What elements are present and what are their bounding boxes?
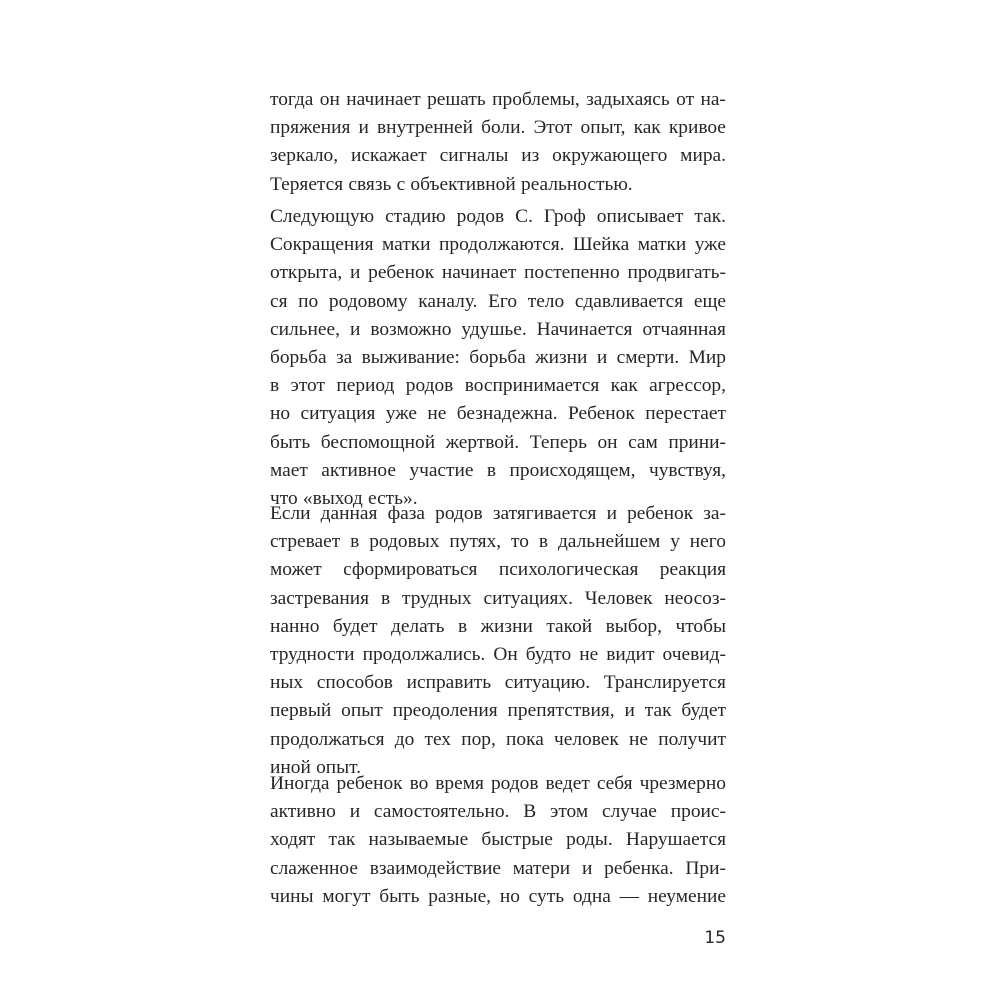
text-line: зеркало, искажает сигналы из окружающего мира. <box>270 145 726 167</box>
paragraph-4 <box>270 770 726 911</box>
text-line: Если данная фаза родов затягивается и ребенок за- <box>270 503 726 524</box>
text-line: чины могут быть разные, но суть одна — неумение <box>270 885 726 907</box>
text-line: тогда он начинает решать проблемы, задыхаясь от на- <box>270 89 726 110</box>
text-line: активно и самостоятельно. В этом случае проис- <box>270 801 726 823</box>
text-line: Сокращения матки продолжаются. Шейка матки уже <box>270 234 726 256</box>
text-line: открыта, и ребенок начинает постепенно продвигать- <box>270 262 726 284</box>
text-line: может сформироваться психологическая реакция <box>270 559 726 581</box>
text-line: ных способов исправить ситуацию. Транслируется <box>270 672 726 694</box>
text-line: застревания в трудных ситуациях. Человек неосоз- <box>270 587 726 609</box>
text-line: продолжаться до тех пор, пока человек не получит <box>270 728 726 750</box>
text-line: стревает в родовых путях, то в дальнейшем у него <box>270 531 726 553</box>
text-line: ся по родовому каналу. Его тело сдавливается еще <box>270 290 726 312</box>
text-line: иной опыт. <box>270 756 362 778</box>
paragraph-3 <box>270 500 726 782</box>
text-line: борьба за выживание: борьба жизни и смерти. Мир <box>270 346 726 368</box>
text-line: мает активное участие в происходящем, чувствуя, <box>270 459 726 481</box>
text-line: в этот период родов воспринимается как агрессор, <box>270 375 726 397</box>
text-line: но ситуация уже не безнадежна. Ребенок перестает <box>270 403 726 425</box>
page-number: 15 <box>704 928 726 948</box>
text-line: слаженное взаимодействие матери и ребенка. При- <box>270 857 726 879</box>
text-line: первый опыт преодоления препятствия, и так будет <box>270 700 726 722</box>
paragraph-1 <box>270 86 726 199</box>
text-line: трудности продолжались. Он будто не видит очевид- <box>270 643 726 665</box>
text-line: сильнее, и возможно удушье. Начинается отчаянная <box>270 318 726 340</box>
text-line: Теряется связь с объективной реальностью. <box>270 173 633 195</box>
paragraph-2 <box>270 203 726 513</box>
text-line: ходят так называемые быстрые роды. Нарушается <box>270 829 726 851</box>
text-line: нанно будет делать в жизни такой выбор, чтобы <box>270 615 726 637</box>
text-line: Иногда ребенок во время родов ведет себя чрезмерно <box>270 773 726 794</box>
text-line: что «выход есть». <box>270 487 418 509</box>
text-line: Следующую стадию родов С. Гроф описывает так. <box>270 206 726 227</box>
text-line: пряжения и внутренней боли. Этот опыт, как кривое <box>270 117 726 139</box>
text-line: быть беспомощной жертвой. Теперь он сам прини- <box>270 431 726 453</box>
